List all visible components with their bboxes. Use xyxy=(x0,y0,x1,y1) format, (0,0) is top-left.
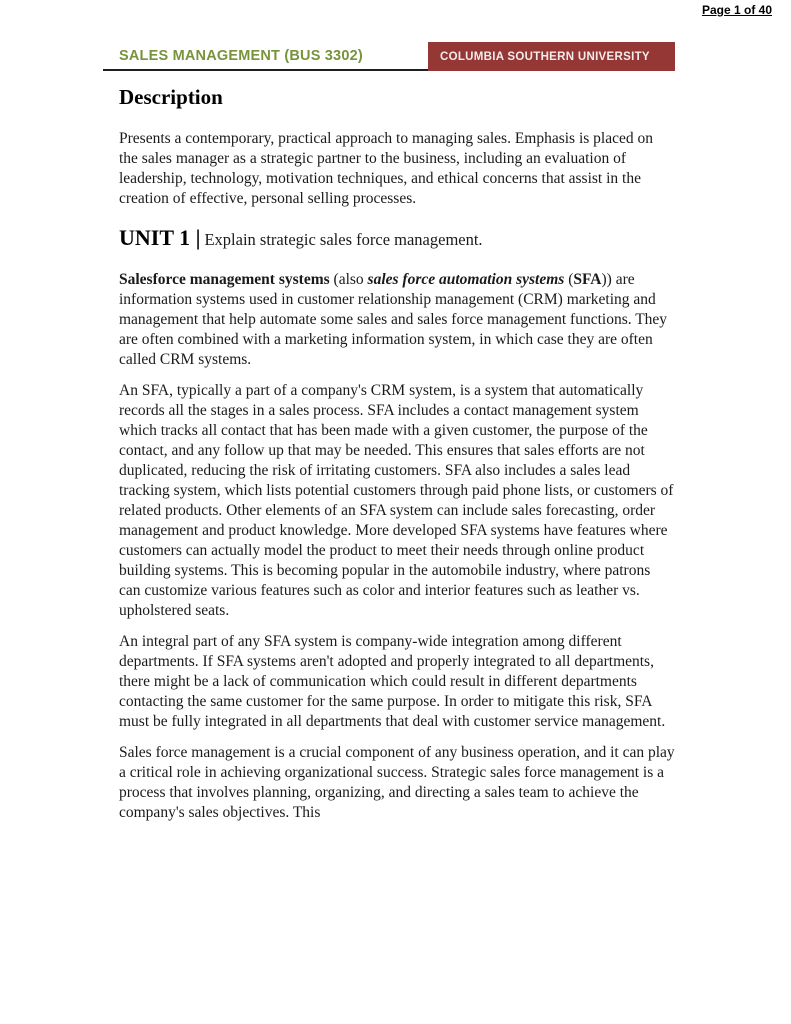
university-banner xyxy=(428,42,675,71)
page-number: Page 1 of 40 xyxy=(701,3,772,17)
document-body xyxy=(119,84,675,834)
paragraph-sfa-integration: An integral part of any SFA system is company-wide integration among different departments. If SFA systems aren't adopted and properly integrated to all departments, there might be a lack of communication which could result in different departments contacting the same customer for the same purpose. In order to mitigate this risk, SFA must be fully integrated in all departments that deal with customer service management. xyxy=(119,633,666,730)
page-header xyxy=(0,0,791,74)
paragraph-sfa-definition xyxy=(119,270,675,370)
university-name: COLUMBIA SOUTHERN UNIVERSITY xyxy=(440,50,650,63)
header-rule xyxy=(103,69,428,71)
text-run: SFA xyxy=(573,271,602,288)
course-title: SALES MANAGEMENT (BUS 3302) xyxy=(119,48,363,64)
text-run: ( xyxy=(564,271,574,288)
unit-label: UNIT 1 | xyxy=(119,225,201,250)
unit-objective: Explain strategic sales force management. xyxy=(204,230,483,249)
text-run: Salesforce management systems xyxy=(119,271,330,288)
paragraph-course-description: Presents a contemporary, practical approach to managing sales. Emphasis is placed on the sales manager as a strategic partner to the business, including an evaluation of leadership, technology, motivation techniques, and ethical concerns that assist in the creation of effective, personal selling processes. xyxy=(119,130,654,207)
text-run: )) are information systems used in customer relationship management (CRM) marketing and management that help automate some sales and sales force management functions. They are often combined with a marketing information system, in which case they are often called CRM systems. xyxy=(119,271,668,368)
text-run: sales force automation systems xyxy=(367,271,565,288)
paragraph-sfa-details: An SFA, typically a part of a company's CRM system, is a system that automatically records all the stages in a sales process. SFA includes a contact management system which tracks all contact that has been made with a given customer, the purpose of the contact, and any follow up that may be needed. This ensures that sales efforts are not duplicated, reducing the risk of irritating customers. SFA also includes a sales lead tracking system, which lists potential customers through paid phone lists, or customers of related products. Other elements of an SFA system can include sales forecasting, order management and product knowledge. More developed SFA systems have features where customers can actually model the product to meet their needs through online product building systems. This is becoming popular in the automobile industry, where patrons can customize various features such as color and interior features such as leather vs. upholstered seats. xyxy=(119,382,674,619)
paragraph-sales-force-management: Sales force management is a crucial component of any business operation, and it can play a critical role in achieving organizational success. Strategic sales force management is a process that involves planning, organizing, and directing a sales team to achieve the company's sales objectives. This xyxy=(119,744,675,821)
section-heading-description: Description xyxy=(119,85,223,109)
unit-1-heading xyxy=(119,224,675,255)
text-run: (also xyxy=(329,271,368,288)
